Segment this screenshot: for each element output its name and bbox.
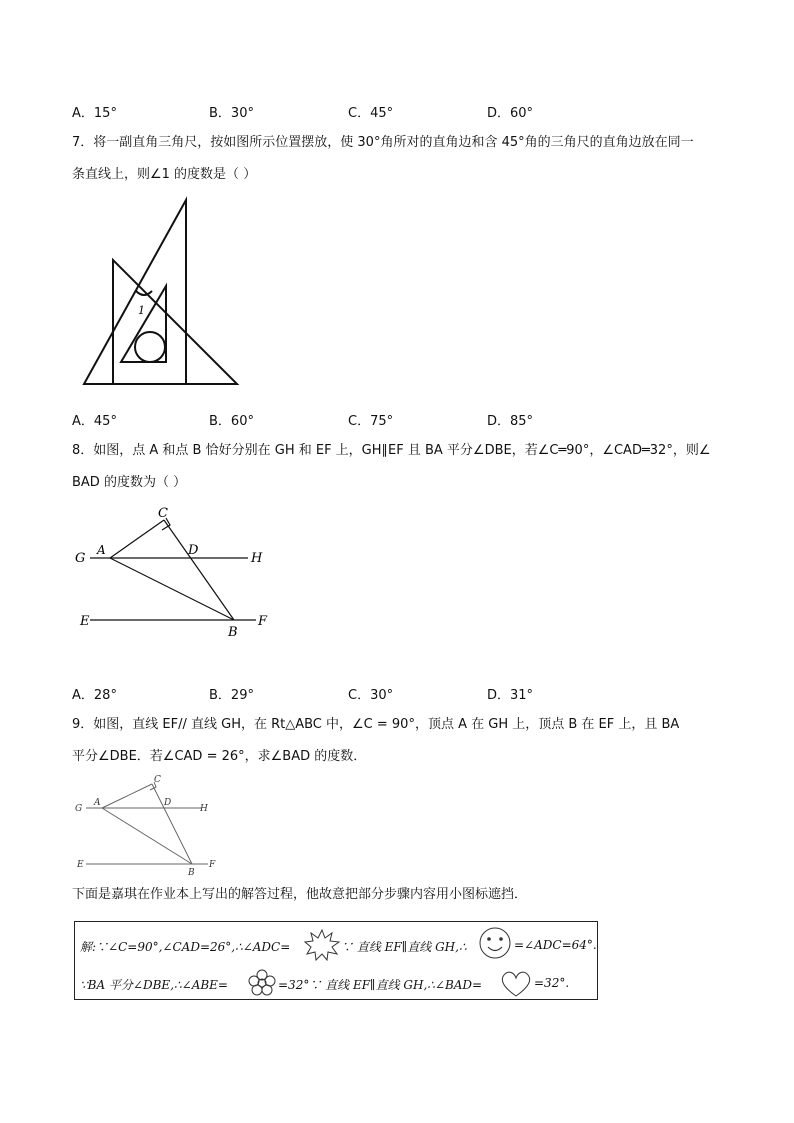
flower-icon: [247, 968, 277, 998]
q7-text-line1: 7．将一副直角三角尺，按如图所示位置摆放，使 30°角所对的直角边和含 45°角的三角尺的直角边放在同一: [72, 135, 694, 150]
q9-geometry-figure: [72, 772, 222, 878]
starburst-icon: [304, 929, 340, 961]
label-g: G: [75, 551, 86, 566]
q8-option-b: B．29°: [209, 688, 254, 703]
q7-option-c: C．75°: [348, 414, 394, 429]
heart-icon: [499, 970, 533, 998]
solution-line2-part-c: =32°.: [534, 976, 570, 990]
q7-text-line2: 条直线上，则∠1 的度数是（ ）: [72, 167, 257, 182]
label-e: E: [80, 614, 90, 629]
segment-ac: [102, 784, 152, 808]
label-f: F: [258, 614, 268, 629]
q6-option-b: B．30°: [209, 106, 254, 121]
triangle-45: [113, 260, 237, 384]
label-g: G: [75, 804, 83, 814]
angle-1-label: 1: [138, 304, 145, 317]
segment-ab: [110, 558, 234, 620]
inner-circle: [135, 332, 165, 362]
label-b: B: [188, 868, 195, 878]
q8-geometry-figure: [72, 502, 272, 642]
q8-option-d: D．31°: [487, 688, 534, 703]
solution-line2-part-b: =32°∵ 直线 EF∥直线 GH,∴∠BAD=: [278, 978, 483, 992]
solution-box: [74, 921, 598, 1000]
label-a: A: [97, 543, 106, 557]
smiley-face-icon: [477, 926, 513, 960]
segment-ac: [110, 520, 164, 558]
solution-line1-part-c: =∠ADC=64°.: [514, 938, 597, 952]
segment-cb: [164, 520, 234, 620]
q7-option-b: B．60°: [209, 414, 254, 429]
label-h: H: [251, 551, 263, 566]
q8-text-line1: 8．如图，点 A 和点 B 恰好分别在 GH 和 EF 上，GH∥EF 且 BA 平分∠DBE，若∠C═90°，∠CAD═32°，则∠: [72, 443, 711, 458]
label-d: D: [188, 543, 199, 558]
q7-option-a: A．45°: [72, 414, 117, 429]
label-a: A: [94, 798, 101, 808]
q6-option-a: A．15°: [72, 106, 117, 121]
q7-triangles-figure: [80, 196, 242, 388]
label-e: E: [77, 860, 84, 870]
q8-text-line2: BAD 的度数为（ ）: [72, 475, 187, 490]
q6-option-c: C．45°: [348, 106, 394, 121]
solution-line1-part-b: ∵ 直线 EF∥直线 GH,∴: [341, 940, 467, 954]
label-c: C: [154, 775, 161, 785]
label-d: D: [164, 798, 172, 808]
q9-text-line1: 9．如图，直线 EF// 直线 GH，在 Rt△ABC 中，∠C = 90°，顶点 A 在 GH 上，顶点 B 在 EF 上，且 BA: [72, 717, 680, 732]
q8-option-c: C．30°: [348, 688, 394, 703]
label-b: B: [228, 625, 238, 640]
triangle-small: [121, 286, 166, 362]
solution-line1-part-a: 解:∵∠C=90°,∠CAD=26°,∴∠ADC=: [80, 940, 291, 954]
q7-option-d: D．85°: [487, 414, 534, 429]
solution-line2-part-a: ∵BA 平分∠DBE,∴∠ABE=: [80, 978, 228, 992]
q6-option-d: D．60°: [487, 106, 534, 121]
q9-intro-text: 下面是嘉琪在作业本上写出的解答过程，他故意把部分步骤内容用小图标遮挡．: [72, 887, 528, 902]
label-h: H: [200, 804, 208, 814]
label-c: C: [158, 506, 168, 521]
label-f: F: [209, 860, 216, 870]
triangle-30-60: [84, 200, 186, 384]
q9-text-line2: 平分∠DBE．若∠CAD = 26°，求∠BAD 的度数．: [72, 749, 367, 764]
q8-option-a: A．28°: [72, 688, 117, 703]
